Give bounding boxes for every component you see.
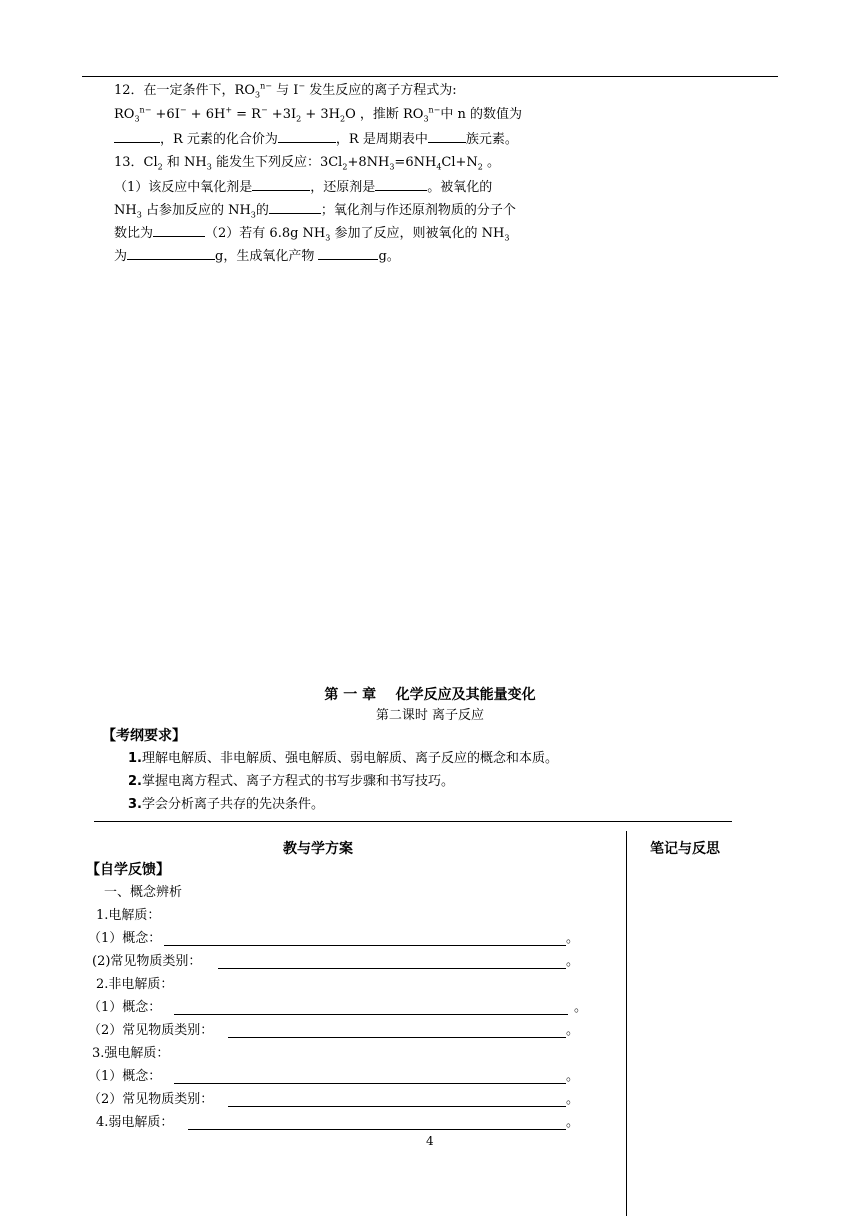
q13-line-2: （1）该反应中氧化剂是 ，还原剂是 。被氧化的 [114, 176, 492, 199]
q13-blank-fraction[interactable] [269, 199, 321, 214]
strong-concept-end: 。 [566, 1069, 580, 1084]
item-electrolyte-types-label: (2)常见物质类别： [92, 954, 202, 969]
electrolyte-types-blank[interactable] [218, 967, 566, 969]
requirement-item-2: 2.掌握电离方程式、离子方程式的书写步骤和书写技巧。 [128, 774, 454, 789]
nonelectrolyte-concept-end: 。 [574, 1000, 588, 1015]
table-column-divider [626, 831, 627, 1216]
strong-types-end: 。 [566, 1092, 580, 1107]
item-nonelectrolyte: 2.非电解质： [96, 977, 174, 992]
item-electrolyte: 1.电解质： [96, 908, 161, 923]
page-number: 4 [426, 1134, 434, 1148]
item-strong-types-label: （2）常见物质类别： [88, 1092, 214, 1107]
q13-blank-mass-product[interactable] [318, 245, 378, 260]
chapter-subtitle: 第二课时 离子反应 [375, 708, 485, 723]
q12-equation: $RO_3^{n-} +6I^- + 6H^+ = R^- +3I_2 + 3H_2O$ ，推断 $RO_3^{n-}$中 n 的数值为 [114, 105, 523, 124]
q12-line-1: 12．在一定条件下，$RO_3^{n-}$ 与 I− 发生反应的离子方程式为: [114, 81, 457, 100]
item-strong-electrolyte: 3.强电解质： [92, 1046, 170, 1061]
chapter-title: 第 一 章 化学反应及其能量变化 [324, 687, 536, 703]
self-study-heading: 【自学反馈】 [86, 862, 170, 878]
strong-concept-blank[interactable] [174, 1082, 566, 1084]
weak-electrolyte-end: 。 [566, 1115, 580, 1130]
electrolyte-types-end: 。 [566, 954, 580, 969]
item-weak-electrolyte-label: 4.弱电解质： [96, 1115, 174, 1130]
right-column-header: 笔记与反思 [650, 841, 720, 857]
weak-electrolyte-blank[interactable] [188, 1128, 566, 1130]
q12-blank-valence[interactable] [278, 128, 336, 143]
left-column-header: 教与学方案 [283, 841, 353, 857]
q12-line-3: ，R 元素的化合价为 ，R 是周期表中 族元素。 [114, 128, 518, 151]
q13-blank-oxidant[interactable] [252, 176, 310, 191]
q13-blank-reductant[interactable] [375, 176, 427, 191]
nonelectrolyte-types-blank[interactable] [228, 1036, 566, 1038]
q13-line-5: 为 g，生成氧化产物 g。 [114, 245, 400, 268]
electrolyte-concept-blank[interactable] [164, 944, 566, 946]
table-top-rule [94, 821, 732, 822]
requirement-item-1: 1.理解电解质、非电解质、强电解质、弱电解质、离子反应的概念和本质。 [128, 751, 558, 766]
requirement-item-3: 3.学会分析离子共存的先决条件。 [128, 797, 324, 812]
q13-blank-ratio[interactable] [153, 222, 205, 237]
item-nonelectrolyte-concept-label: （1）概念： [88, 1000, 162, 1015]
q13-blank-mass-nh3[interactable] [127, 245, 215, 260]
requirements-heading: 【考纲要求】 [102, 728, 186, 744]
q13-line-1: 13．$Cl_2$ 和 $NH_3$ 能发生下列反应：$3Cl_2+8NH_3=6NH_4Cl+N_2$ 。 [114, 155, 501, 172]
nonelectrolyte-types-end: 。 [566, 1023, 580, 1038]
q12-blank-n[interactable] [114, 128, 160, 143]
strong-types-blank[interactable] [228, 1105, 566, 1107]
self-study-section: 一、概念辨析 [104, 885, 183, 900]
q13-line-3: $NH_3$ 占参加反应的 $NH_3$的 ；氧化剂与作还原剂物质的分子个 [114, 199, 516, 222]
top-rule [82, 76, 778, 77]
electrolyte-concept-end: 。 [566, 931, 580, 946]
item-strong-concept-label: （1）概念： [88, 1069, 162, 1084]
nonelectrolyte-concept-blank[interactable] [174, 1013, 568, 1015]
q12-blank-group[interactable] [428, 128, 466, 143]
item-nonelectrolyte-types-label: （2）常见物质类别： [88, 1023, 214, 1038]
q13-line-4: 数比为 （2）若有 6.8g $NH_3$ 参加了反应，则被氧化的 $NH_3$ [114, 222, 509, 245]
item-electrolyte-concept-label: （1）概念： [88, 931, 162, 946]
